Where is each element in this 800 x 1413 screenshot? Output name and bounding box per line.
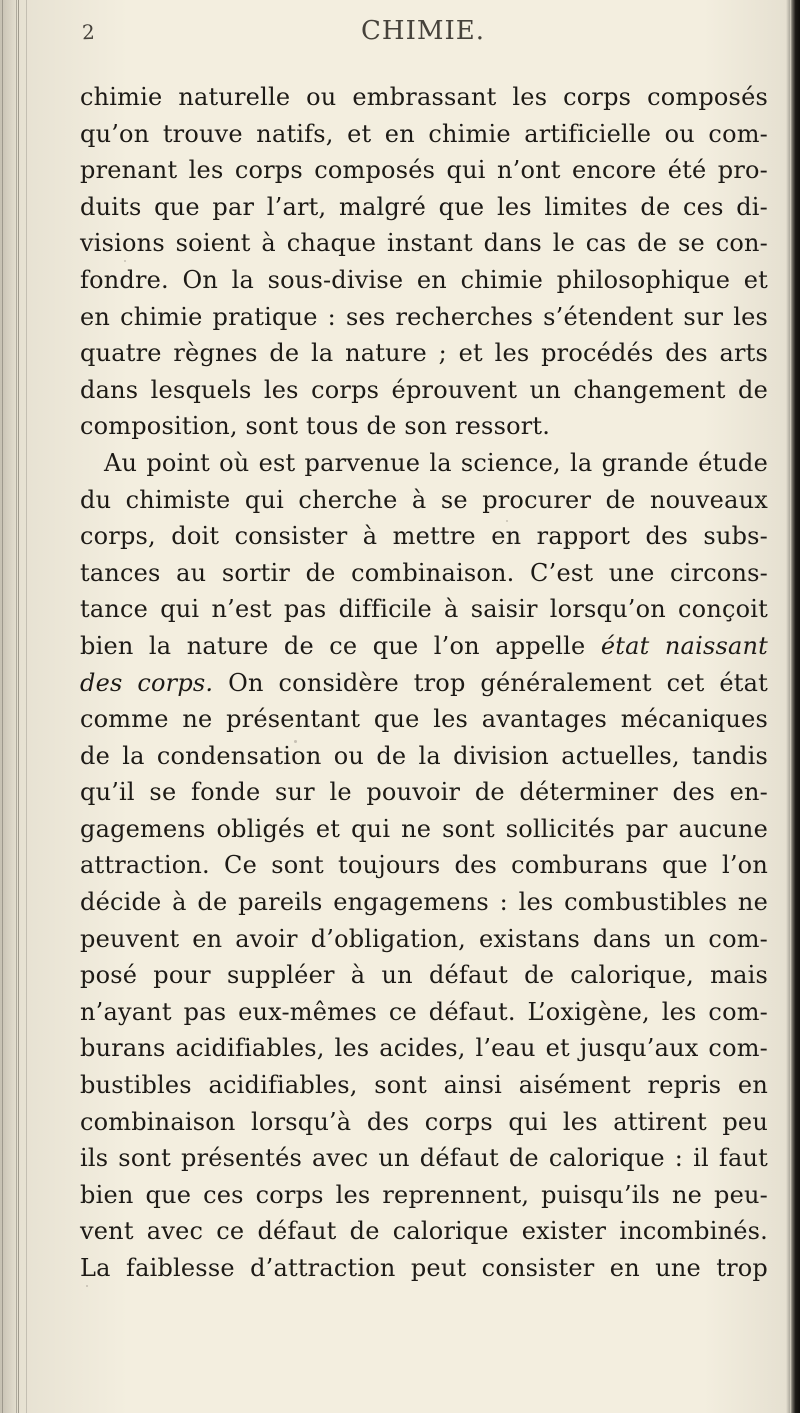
text-line: La faiblesse d’attraction peut consister en une trop [80,1254,768,1282]
text-line: bien que ces corps les reprennent, puisqu’ils ne peu- [80,1180,768,1209]
text-line: corps, doit consister à mettre en rapport des subs- [80,522,768,551]
page-edge-rule [2,0,3,1413]
page-number: 2 [81,19,96,45]
text-line: bustibles acidifiables, sont ainsi aisément repris en [80,1071,768,1100]
text-line: posé pour suppléer à un défaut de calorique, mais [80,961,768,990]
text-line: attraction. Ce sont toujours des comburans que l’on [80,851,768,880]
paper-speck [662,1115,664,1117]
text-line: ils sont présentés avec un défaut de calorique : il faut [80,1144,768,1173]
paper-speck [294,740,297,743]
paper-speck [506,520,508,522]
text-line: vent avec ce défaut de calorique exister incombinés. [80,1217,768,1246]
text-line: qu’il se fonde sur le pouvoir de déterminer des en- [80,778,768,807]
text-line: comme ne présentant que les avantages mécaniques [80,705,768,734]
text-line: dans lesquels les corps éprouvent un changement de [80,375,768,404]
body-text [80,79,768,1287]
italic-term: état naissant [600,631,768,660]
text-line: quatre règnes de la nature ; et les procédés des arts [80,339,768,368]
paper-speck [124,260,126,262]
text-line: composition, sont tous de son ressort. [80,412,551,441]
text-line: peuvent en avoir d’obligation, existans dans un com- [80,924,768,953]
text-line: de la condensation ou de la division actuelles, tandis [80,741,768,770]
text-line-with-italic [80,628,768,665]
text-segment: bien la nature de ce que l’on appelle [80,631,586,660]
text-line: tances au sortir de combinaison. C’est une circons- [80,558,768,587]
right-page-edge [790,0,800,1413]
paper-speck [86,1285,88,1287]
text-line: combinaison lorsqu’à des corps qui les attirent peu [80,1107,768,1136]
text-line: du chimiste qui cherche à se procurer de nouveaux [80,485,768,514]
text-line: duits que par l’art, malgré que les limites de ces di- [80,192,768,221]
text-line: qu’on trouve natifs, et en chimie artificielle ou com- [80,119,768,148]
text-line: prenant les corps composés qui n’ont encore été pro- [80,156,768,185]
text-line: en chimie pratique : ses recherches s’étendent sur les [80,302,768,331]
text-line: burans acidifiables, les acides, l’eau et jusqu’aux com- [80,1034,768,1063]
text-line: tance qui n’est pas difficile à saisir lorsqu’on conçoit [80,595,768,624]
text-line: gagemens obligés et qui ne sont sollicités par aucune [80,814,768,843]
text-line: n’ayant pas eux-mêmes ce défaut. L’oxigène, les com- [80,997,768,1026]
text-segment: On considère trop généralement cet état [228,668,768,697]
page-edge-rule [16,0,17,1413]
text-line: Au point où est parvenue la science, la grande étude [104,448,768,477]
text-line: visions soient à chaque instant dans le cas de se con- [80,229,768,258]
page-edge-rule [26,0,27,1413]
text-line: chimie naturelle ou embrassant les corps composés [80,83,768,111]
running-title: CHIMIE. [361,16,485,46]
italic-term: des corps. [80,668,214,697]
text-line: fondre. On la sous-divise en chimie philosophique et [80,265,768,294]
text-line-with-italic [80,665,768,702]
text-line: décide à de pareils engagemens : les combustibles ne [80,888,768,917]
running-header [58,10,748,54]
